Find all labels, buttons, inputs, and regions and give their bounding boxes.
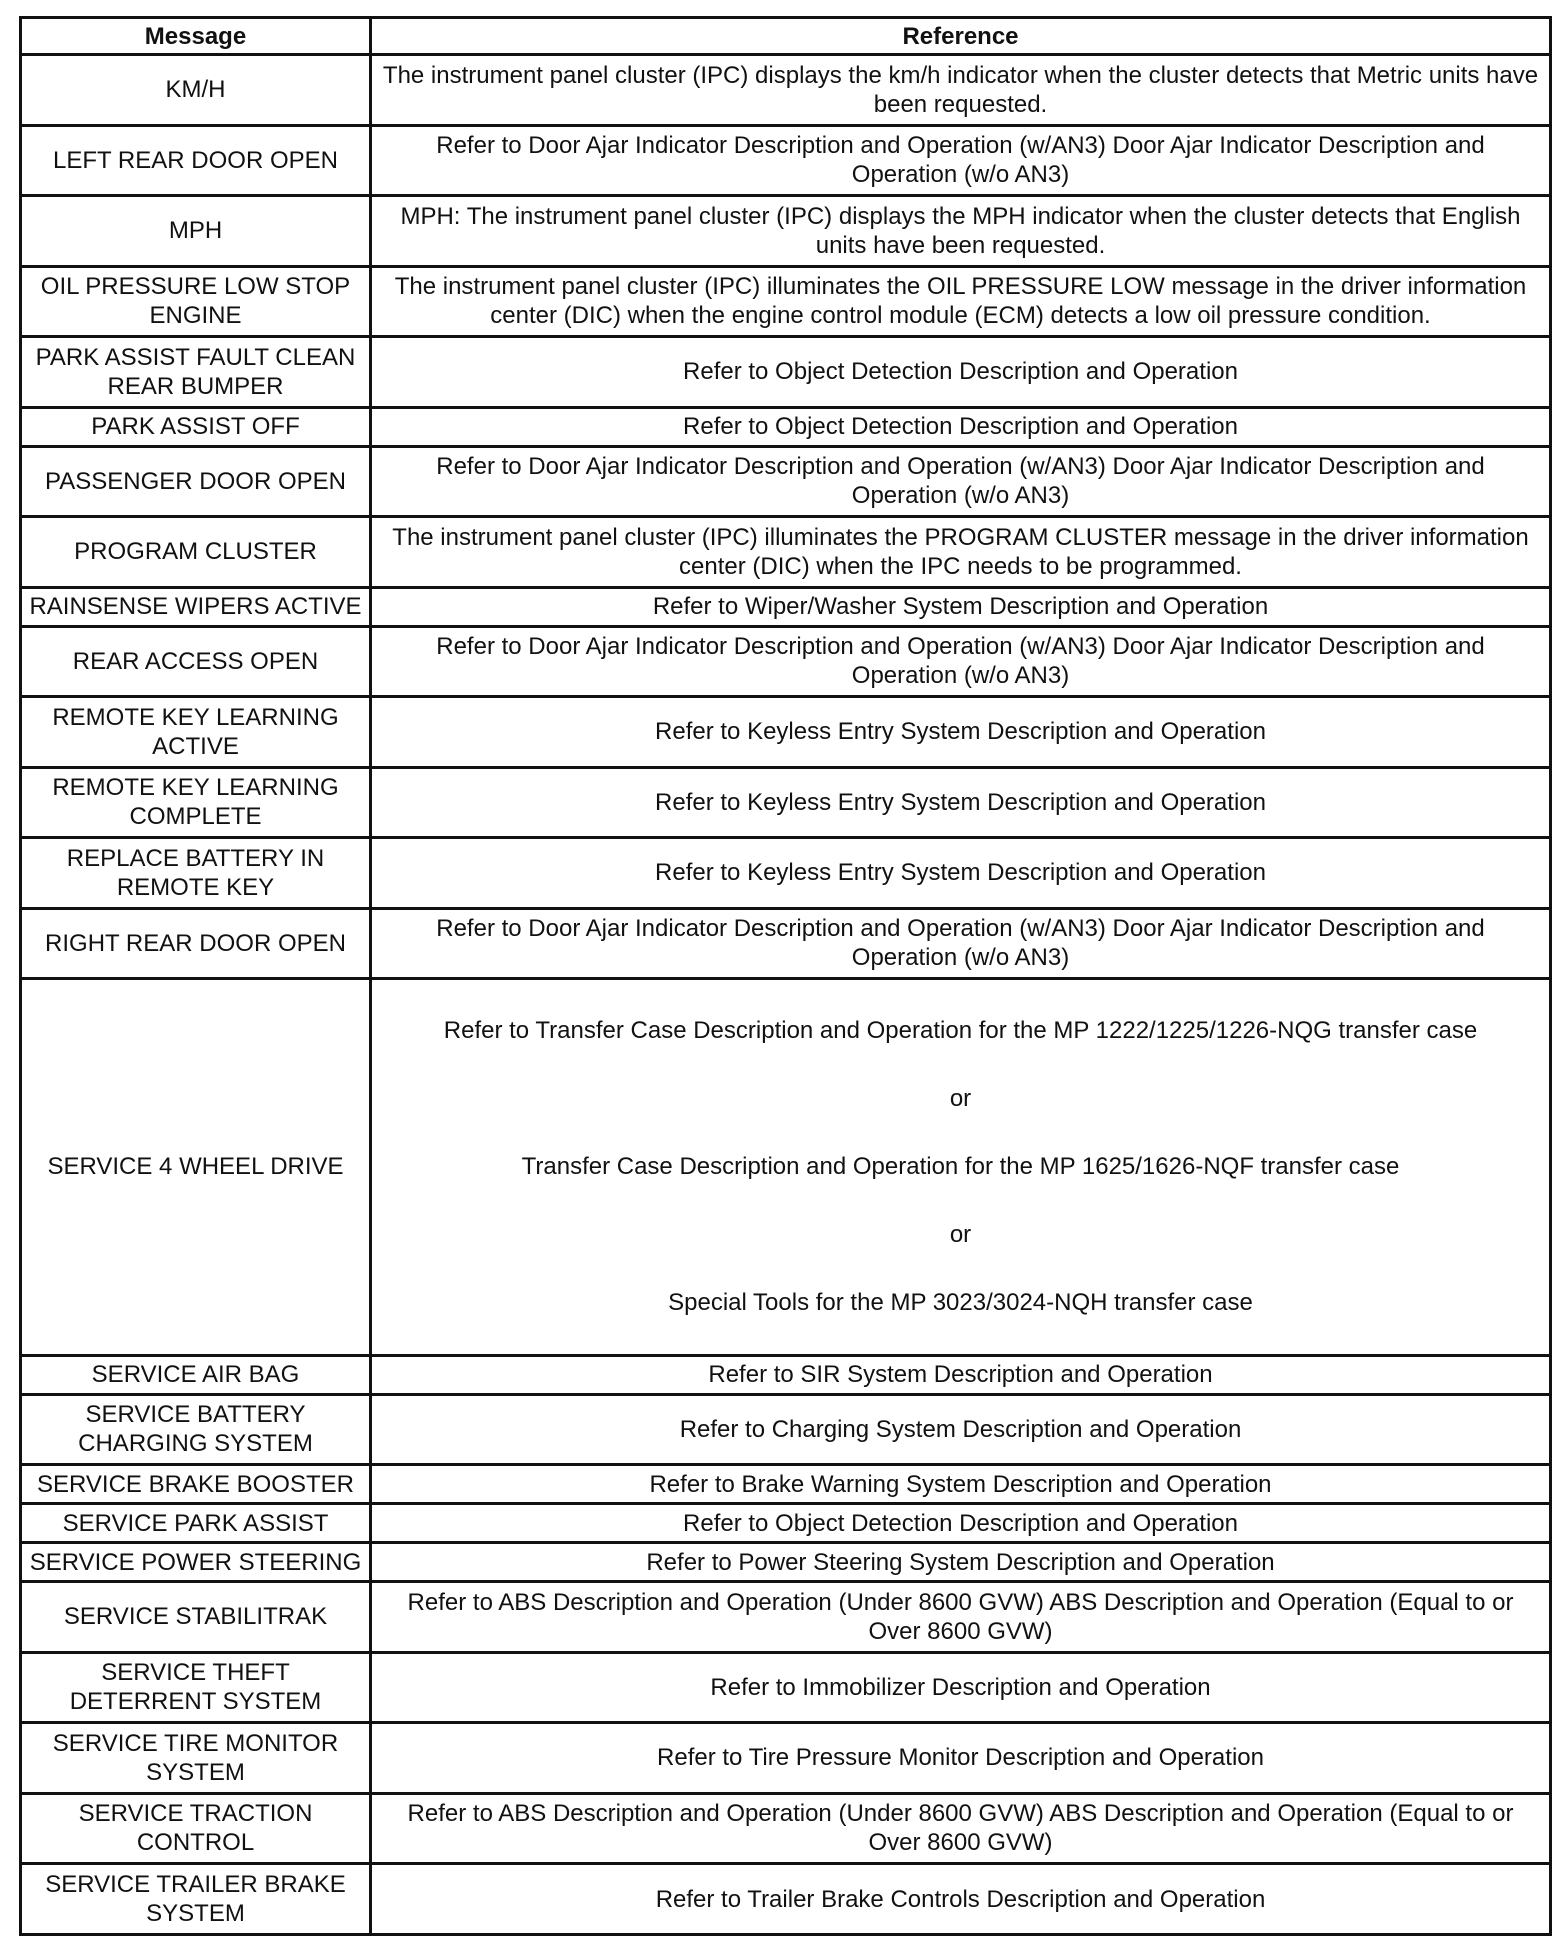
message-cell: SERVICE 4 WHEEL DRIVE bbox=[21, 979, 371, 1355]
table-row bbox=[21, 1394, 1551, 1465]
reference-cell: Refer to ABS Description and Operation (Under 8600 GVW) ABS Description and Operation (Equal to or Over 8600 GVW) bbox=[371, 1582, 1551, 1653]
table-row bbox=[21, 266, 1551, 337]
reference-line: Refer to Transfer Case Description and Operation for the MP 1222/1225/1226-NQG transfer case bbox=[443, 1016, 1478, 1044]
reference-cell: Refer to Tire Pressure Monitor Description and Operation bbox=[371, 1723, 1551, 1794]
message-cell: KM/H bbox=[21, 55, 371, 126]
reference-cell: Refer to Object Detection Description and Operation bbox=[371, 407, 1551, 446]
reference-cell: Refer to Immobilizer Description and Operation bbox=[371, 1652, 1551, 1723]
reference-line: Transfer Case Description and Operation for the MP 1625/1626-NQF transfer case bbox=[521, 1152, 1400, 1180]
table-row bbox=[21, 1355, 1551, 1394]
table-row bbox=[21, 1465, 1551, 1504]
message-cell: SERVICE POWER STEERING bbox=[21, 1543, 371, 1582]
message-cell: SERVICE THEFT DETERRENT SYSTEM bbox=[21, 1652, 371, 1723]
reference-line: or bbox=[949, 1084, 972, 1112]
table-row bbox=[21, 1504, 1551, 1543]
table-row bbox=[21, 1582, 1551, 1653]
reference-line: or bbox=[949, 1220, 972, 1248]
message-cell: SERVICE BRAKE BOOSTER bbox=[21, 1465, 371, 1504]
table-row bbox=[21, 125, 1551, 196]
message-cell: REAR ACCESS OPEN bbox=[21, 626, 371, 697]
table-row bbox=[21, 196, 1551, 267]
reference-cell: Refer to Object Detection Description and Operation bbox=[371, 1504, 1551, 1543]
message-cell: RAINSENSE WIPERS ACTIVE bbox=[21, 587, 371, 626]
table-row bbox=[21, 337, 1551, 408]
reference-cell: The instrument panel cluster (IPC) displays the km/h indicator when the cluster detects that Metric units have been requested. bbox=[371, 55, 1551, 126]
message-cell: SERVICE BATTERY CHARGING SYSTEM bbox=[21, 1394, 371, 1465]
message-cell: REPLACE BATTERY IN REMOTE KEY bbox=[21, 838, 371, 909]
message-cell: PASSENGER DOOR OPEN bbox=[21, 446, 371, 517]
reference-cell: Refer to Door Ajar Indicator Description and Operation (w/AN3) Door Ajar Indicator Description and Operation (w/o AN3) bbox=[371, 125, 1551, 196]
table-body bbox=[21, 55, 1551, 1935]
message-cell: SERVICE PARK ASSIST bbox=[21, 1504, 371, 1543]
table-row bbox=[21, 407, 1551, 446]
reference-cell: Refer to Keyless Entry System Description and Operation bbox=[371, 697, 1551, 768]
reference-cell: Refer to Door Ajar Indicator Description and Operation (w/AN3) Door Ajar Indicator Description and Operation (w/o AN3) bbox=[371, 626, 1551, 697]
reference-cell: MPH: The instrument panel cluster (IPC) displays the MPH indicator when the cluster detects that English units have been requested. bbox=[371, 196, 1551, 267]
message-cell: RIGHT REAR DOOR OPEN bbox=[21, 908, 371, 979]
reference-cell: Refer to Charging System Description and Operation bbox=[371, 1394, 1551, 1465]
reference-cell: Refer to Trailer Brake Controls Description and Operation bbox=[371, 1864, 1551, 1935]
message-cell: PARK ASSIST OFF bbox=[21, 407, 371, 446]
reference-cell: Refer to Wiper/Washer System Description and Operation bbox=[371, 587, 1551, 626]
message-cell: REMOTE KEY LEARNING ACTIVE bbox=[21, 697, 371, 768]
message-cell: PROGRAM CLUSTER bbox=[21, 517, 371, 588]
reference-cell: Refer to Object Detection Description and Operation bbox=[371, 337, 1551, 408]
reference-cell: The instrument panel cluster (IPC) illuminates the OIL PRESSURE LOW message in the driver information center (DIC) when the engine control module (ECM) detects a low oil pressure condition. bbox=[371, 266, 1551, 337]
table-row bbox=[21, 1793, 1551, 1864]
table-row bbox=[21, 697, 1551, 768]
message-reference-table bbox=[19, 16, 1552, 1936]
reference-cell bbox=[371, 979, 1551, 1355]
message-cell: SERVICE AIR BAG bbox=[21, 1355, 371, 1394]
message-cell: SERVICE TIRE MONITOR SYSTEM bbox=[21, 1723, 371, 1794]
reference-cell: The instrument panel cluster (IPC) illuminates the PROGRAM CLUSTER message in the driver information center (DIC) when the IPC needs to be programmed. bbox=[371, 517, 1551, 588]
reference-cell: Refer to Door Ajar Indicator Description and Operation (w/AN3) Door Ajar Indicator Description and Operation (w/o AN3) bbox=[371, 446, 1551, 517]
table-row bbox=[21, 1723, 1551, 1794]
message-cell: LEFT REAR DOOR OPEN bbox=[21, 125, 371, 196]
table-row bbox=[21, 908, 1551, 979]
message-cell: MPH bbox=[21, 196, 371, 267]
reference-cell: Refer to ABS Description and Operation (Under 8600 GVW) ABS Description and Operation (Equal to or Over 8600 GVW) bbox=[371, 1793, 1551, 1864]
reference-cell: Refer to Brake Warning System Description and Operation bbox=[371, 1465, 1551, 1504]
table-row bbox=[21, 838, 1551, 909]
table-row bbox=[21, 767, 1551, 838]
column-header-message: Message bbox=[21, 18, 371, 55]
reference-line: Special Tools for the MP 3023/3024-NQH transfer case bbox=[668, 1288, 1253, 1316]
table-header-row bbox=[21, 18, 1551, 55]
message-cell: SERVICE TRAILER BRAKE SYSTEM bbox=[21, 1864, 371, 1935]
table-row bbox=[21, 517, 1551, 588]
table-row bbox=[21, 1652, 1551, 1723]
table-row bbox=[21, 979, 1551, 1355]
table-row bbox=[21, 626, 1551, 697]
message-cell: REMOTE KEY LEARNING COMPLETE bbox=[21, 767, 371, 838]
message-cell: PARK ASSIST FAULT CLEAN REAR BUMPER bbox=[21, 337, 371, 408]
reference-cell: Refer to Power Steering System Description and Operation bbox=[371, 1543, 1551, 1582]
message-cell: SERVICE TRACTION CONTROL bbox=[21, 1793, 371, 1864]
table-row bbox=[21, 587, 1551, 626]
message-cell: OIL PRESSURE LOW STOP ENGINE bbox=[21, 266, 371, 337]
message-cell: SERVICE STABILITRAK bbox=[21, 1582, 371, 1653]
reference-cell: Refer to Door Ajar Indicator Description and Operation (w/AN3) Door Ajar Indicator Description and Operation (w/o AN3) bbox=[371, 908, 1551, 979]
reference-cell: Refer to Keyless Entry System Description and Operation bbox=[371, 767, 1551, 838]
table-row bbox=[21, 1543, 1551, 1582]
table-row bbox=[21, 446, 1551, 517]
reference-cell: Refer to Keyless Entry System Description and Operation bbox=[371, 838, 1551, 909]
column-header-reference: Reference bbox=[371, 18, 1551, 55]
table-row bbox=[21, 55, 1551, 126]
reference-cell: Refer to SIR System Description and Operation bbox=[371, 1355, 1551, 1394]
table-row bbox=[21, 1864, 1551, 1935]
